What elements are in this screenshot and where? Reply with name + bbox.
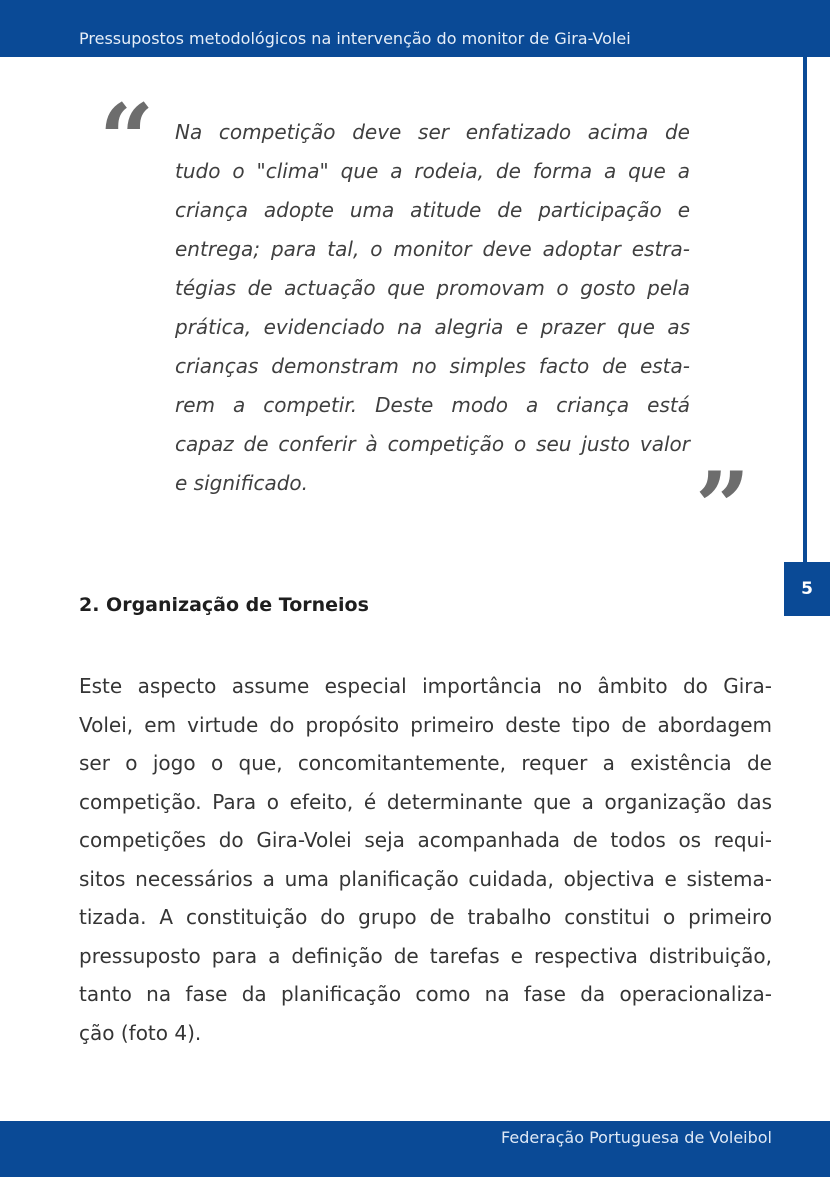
body-paragraph — [79, 667, 772, 1052]
quote-line: criança adopte uma atitude de participação e — [175, 198, 690, 222]
paragraph-line: ção (foto 4). — [79, 1020, 202, 1045]
open-quote-icon: “ — [99, 83, 155, 196]
side-rule — [803, 57, 807, 562]
running-footer: Federação Portuguesa de Voleibol — [501, 1128, 772, 1147]
quote-line: Na competição deve ser enfatizado acima de — [175, 120, 690, 144]
quote-line: prática, evidenciado na alegria e prazer que as — [175, 315, 690, 339]
close-quote-icon: ” — [695, 451, 751, 564]
paragraph-line: Volei, em virtude do propósito primeiro deste tipo de abordagem — [79, 712, 772, 737]
paragraph-line: competições do Gira-Volei seja acompanhada de todos os requi- — [79, 828, 772, 852]
paragraph-line: sitos necessários a uma planificação cuidada, objectiva e sistema- — [79, 866, 772, 891]
quote-line: crianças demonstram no simples facto de esta- — [175, 354, 690, 378]
section-heading: 2. Organização de Torneios — [79, 594, 369, 616]
quote-line: capaz de conferir à competição o seu justo valor — [175, 432, 690, 456]
paragraph-line: Este aspecto assume especial importância no âmbito do Gira- — [79, 674, 772, 698]
pull-quote — [175, 113, 690, 503]
quote-line: entrega; para tal, o monitor deve adoptar estra- — [175, 237, 690, 261]
running-header: Pressupostos metodológicos na intervenção do monitor de Gira-Volei — [79, 29, 631, 48]
quote-line: rem a competir. Deste modo a criança está — [175, 393, 690, 417]
quote-line: tudo o "clima" que a rodeia, de forma a que a — [175, 159, 690, 183]
paragraph-line: pressuposto para a definição de tarefas e respectiva distribuição, — [79, 943, 772, 968]
paragraph-line: tizada. A constituição do grupo de trabalho constitui o primeiro — [79, 905, 772, 929]
paragraph-line: competição. Para o efeito, é determinante que a organização das — [79, 789, 772, 814]
page-number: 5 — [784, 562, 830, 616]
quote-line: e significado. — [175, 471, 309, 495]
paragraph-line: tanto na fase da planificação como na fase da operacionaliza- — [79, 982, 772, 1006]
quote-line: tégias de actuação que promovam o gosto pela — [175, 276, 690, 300]
paragraph-line: ser o jogo o que, concomitantemente, requer a existência de — [79, 751, 772, 775]
